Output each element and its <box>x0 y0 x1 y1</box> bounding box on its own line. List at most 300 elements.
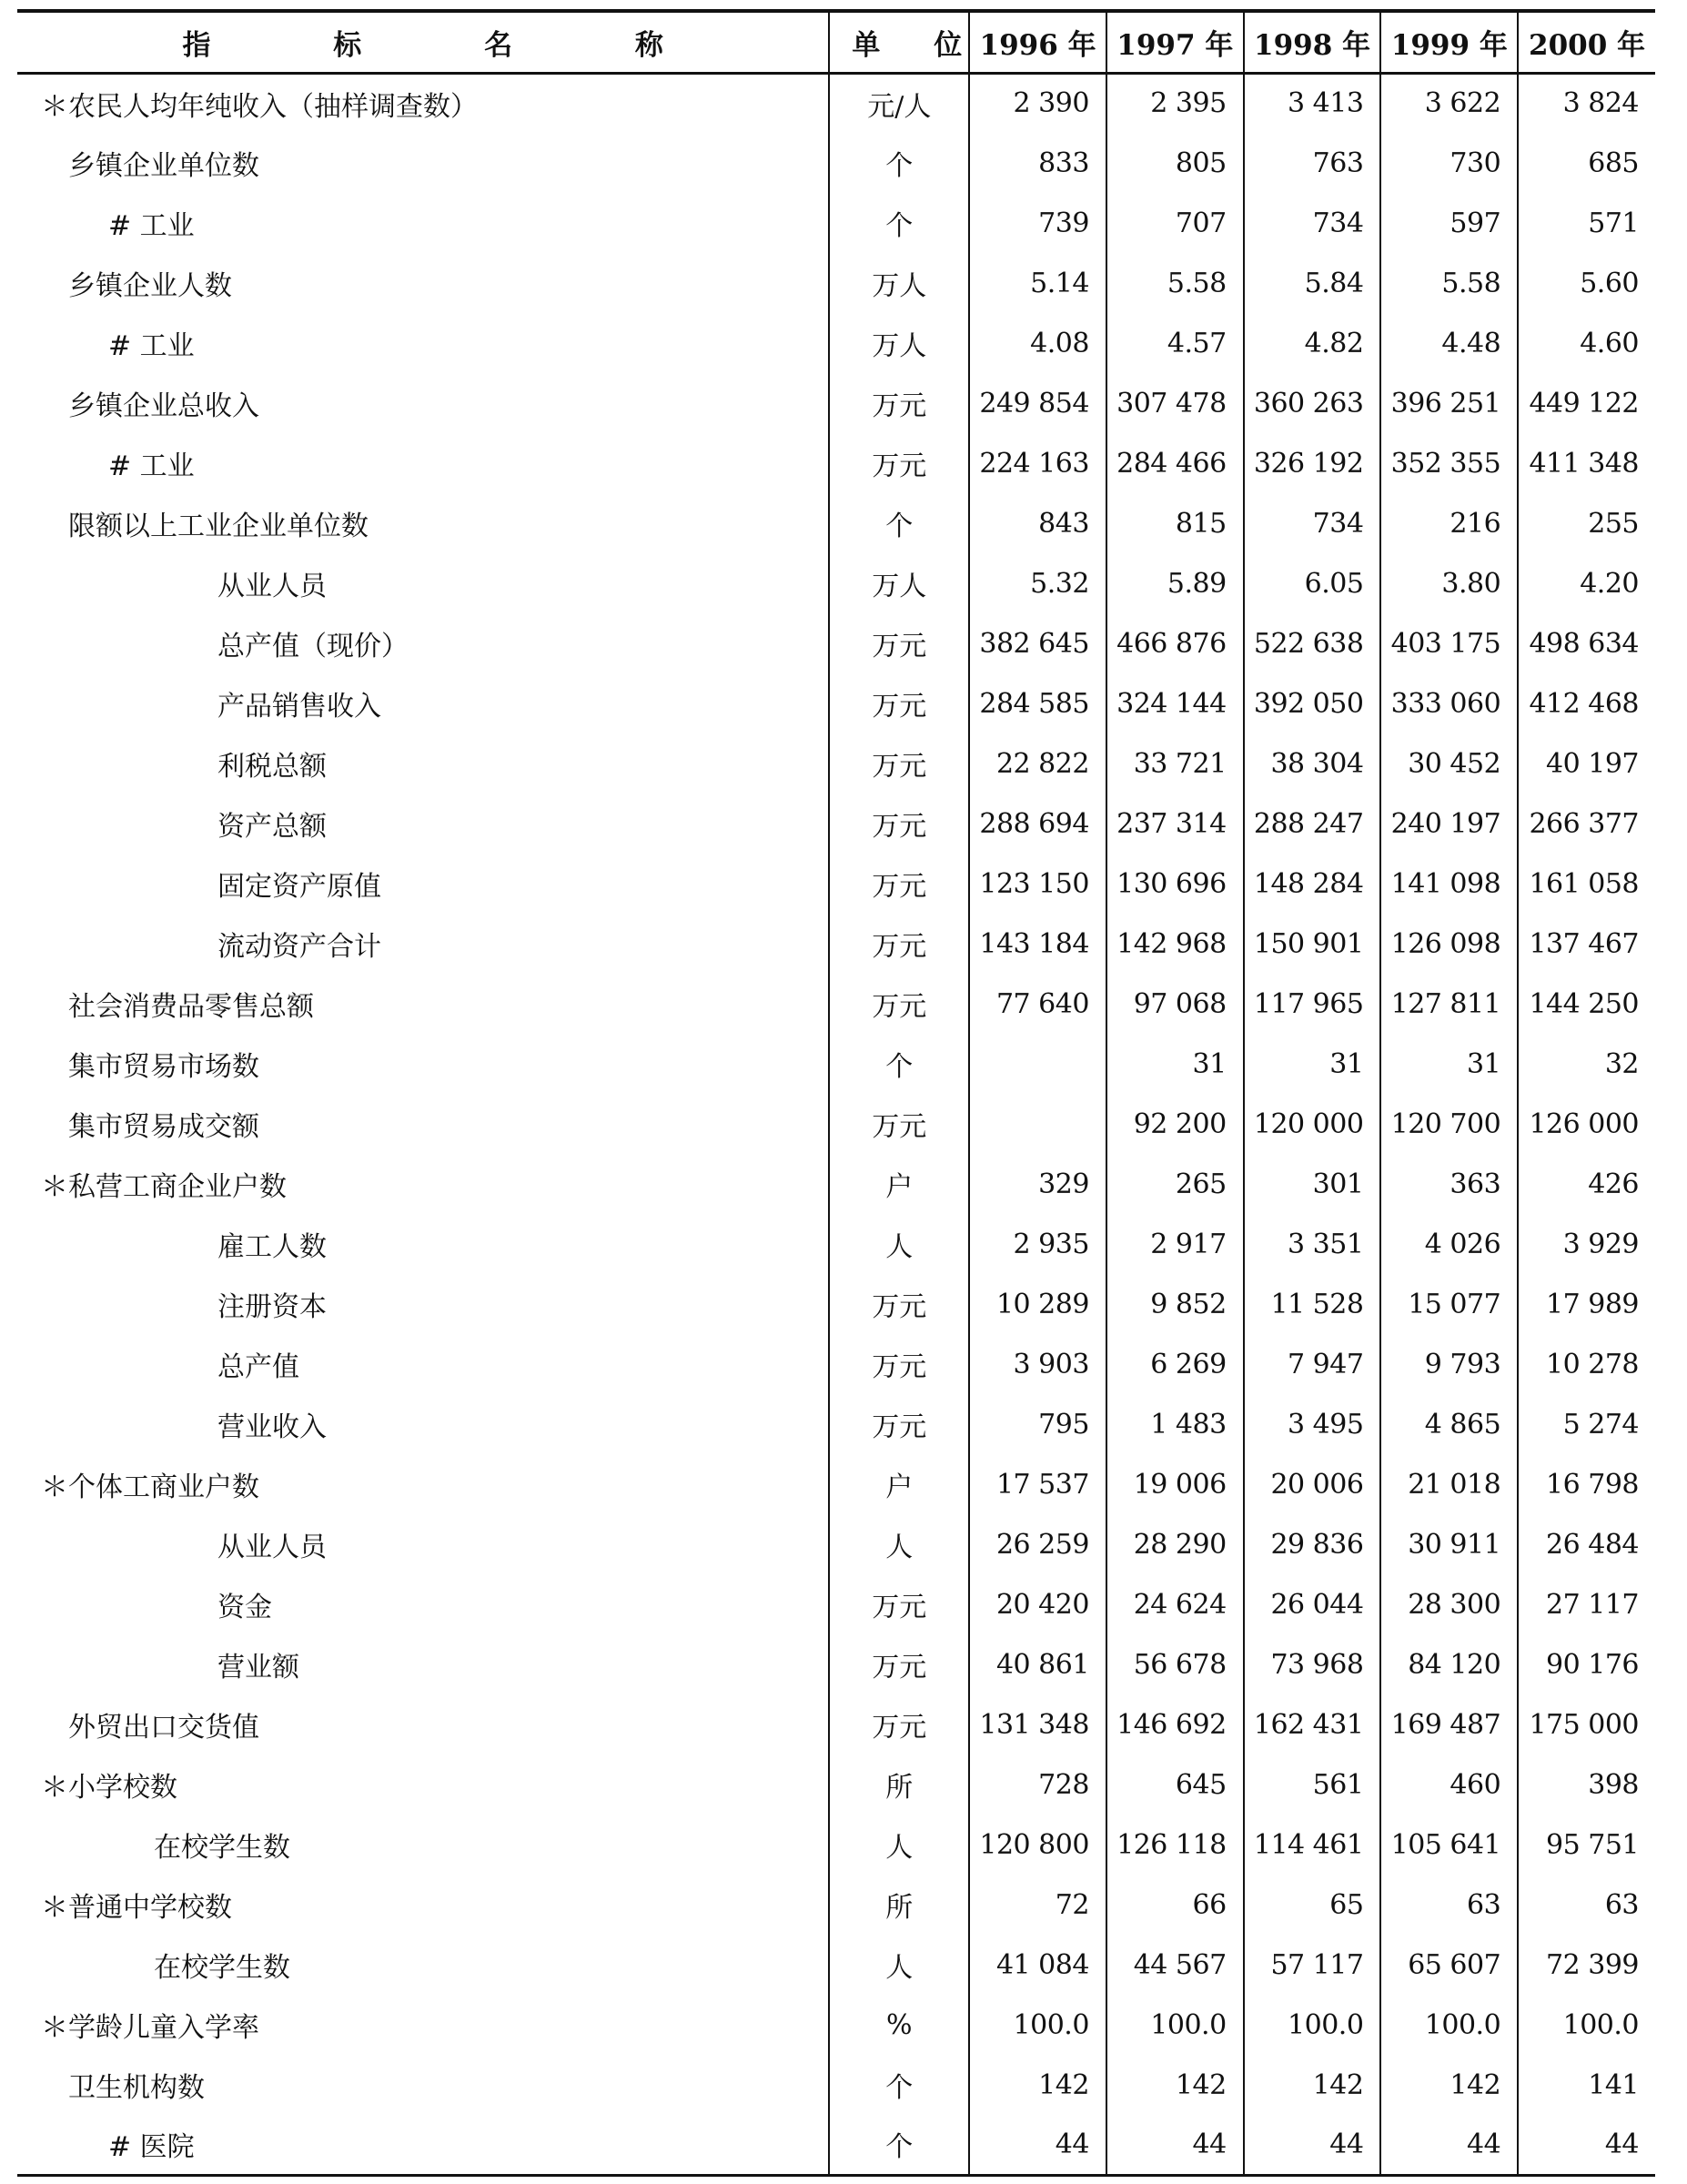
table-row <box>17 1694 1655 1754</box>
row-value-2000: 266 377 <box>1518 794 1655 854</box>
row-value-1998: 326 192 <box>1244 433 1381 493</box>
row-value-1998: 734 <box>1244 193 1381 253</box>
row-value-2000: 161 058 <box>1518 854 1655 914</box>
row-indicator-name <box>17 673 829 733</box>
row-value-1999: 28 300 <box>1380 1574 1518 1634</box>
row-indicator-name <box>17 553 829 613</box>
table-row <box>17 613 1655 673</box>
table-row <box>17 253 1655 313</box>
row-indicator-name-label: 从业人员 <box>217 1532 327 1563</box>
row-value-1998: 150 901 <box>1244 914 1381 974</box>
row-value-1998: 360 263 <box>1244 373 1381 433</box>
row-indicator-name-label: 注册资本 <box>217 1291 327 1323</box>
row-indicator-name <box>17 1274 829 1334</box>
row-value-1998: 26 044 <box>1244 1574 1381 1634</box>
row-value-1999: 4 865 <box>1380 1394 1518 1454</box>
row-indicator-name-label: 资金 <box>217 1592 272 1623</box>
row-indicator-name-label: 外贸出口交货值 <box>68 1712 259 1744</box>
row-value-1996: 284 585 <box>969 673 1106 733</box>
row-value-1997: 44 <box>1106 2115 1244 2175</box>
row-value-1998: 57 117 <box>1244 1935 1381 1995</box>
row-value-1997: 19 006 <box>1106 1454 1244 1514</box>
row-value-2000: 3 929 <box>1518 1214 1655 1274</box>
row-value-1998: 120 000 <box>1244 1094 1381 1154</box>
row-value-1998: 4.82 <box>1244 313 1381 373</box>
row-value-1996: 72 <box>969 1875 1106 1935</box>
row-value-1996: 10 289 <box>969 1274 1106 1334</box>
row-value-1998: 522 638 <box>1244 613 1381 673</box>
header-year-1998: 1998 年 <box>1244 11 1381 73</box>
row-value-1997: 146 692 <box>1106 1694 1244 1754</box>
row-indicator-name-label: 雇工人数 <box>217 1231 327 1263</box>
row-value-1998: 44 <box>1244 2115 1381 2175</box>
row-value-1998: 148 284 <box>1244 854 1381 914</box>
row-value-1999: 597 <box>1380 193 1518 253</box>
table-row <box>17 553 1655 613</box>
row-indicator-name <box>17 433 829 493</box>
row-value-2000: 32 <box>1518 1034 1655 1094</box>
row-indicator-name-label: 从业人员 <box>217 571 327 602</box>
row-value-2000: 27 117 <box>1518 1574 1655 1634</box>
row-indicator-name <box>17 1634 829 1694</box>
row-value-1997: 5.58 <box>1106 253 1244 313</box>
row-value-1997: 142 968 <box>1106 914 1244 974</box>
row-value-2000: 3 824 <box>1518 73 1655 133</box>
row-unit: 人 <box>829 1214 969 1274</box>
row-value-1999: 65 607 <box>1380 1935 1518 1995</box>
row-value-1997: 265 <box>1106 1154 1244 1214</box>
table-row <box>17 1094 1655 1154</box>
row-value-1996: 382 645 <box>969 613 1106 673</box>
row-value-2000: 175 000 <box>1518 1694 1655 1754</box>
row-value-1998: 561 <box>1244 1754 1381 1815</box>
row-unit: 个 <box>829 193 969 253</box>
row-unit: 所 <box>829 1754 969 1815</box>
row-indicator-name <box>17 794 829 854</box>
row-value-1998: 38 304 <box>1244 733 1381 794</box>
header-indicator-name <box>17 11 829 73</box>
row-indicator-name <box>17 1094 829 1154</box>
table-row <box>17 794 1655 854</box>
row-indicator-name-label: # 医院 <box>108 2131 195 2164</box>
row-value-1996: 5.32 <box>969 553 1106 613</box>
row-value-1997: 28 290 <box>1106 1514 1244 1574</box>
row-value-1997: 707 <box>1106 193 1244 253</box>
table-row <box>17 193 1655 253</box>
row-indicator-name <box>17 2115 829 2175</box>
row-value-1997: 5.89 <box>1106 553 1244 613</box>
row-value-2000: 63 <box>1518 1875 1655 1935</box>
row-unit: 元/人 <box>829 73 969 133</box>
statistics-table <box>17 9 1655 2177</box>
row-value-2000: 398 <box>1518 1754 1655 1815</box>
row-indicator-name-label: 产品销售收入 <box>217 691 381 723</box>
row-unit: 所 <box>829 1875 969 1935</box>
table-row <box>17 2115 1655 2175</box>
row-indicator-name <box>17 1394 829 1454</box>
row-value-1999: 126 098 <box>1380 914 1518 974</box>
row-value-1998: 31 <box>1244 1034 1381 1094</box>
row-unit: 万元 <box>829 794 969 854</box>
row-unit: % <box>829 1995 969 2055</box>
row-value-1996: 41 084 <box>969 1935 1106 1995</box>
table-row <box>17 1754 1655 1815</box>
row-value-1997: 56 678 <box>1106 1634 1244 1694</box>
row-value-2000: 4.20 <box>1518 553 1655 613</box>
row-indicator-name-label: 总产值 <box>217 1351 299 1383</box>
row-value-1998: 73 968 <box>1244 1634 1381 1694</box>
row-value-1997: 324 144 <box>1106 673 1244 733</box>
row-indicator-name-label: 集市贸易成交额 <box>68 1111 259 1143</box>
row-value-1996: 22 822 <box>969 733 1106 794</box>
row-indicator-name-label: 资产总额 <box>217 811 327 843</box>
row-value-2000: 498 634 <box>1518 613 1655 673</box>
row-value-1996: 123 150 <box>969 854 1106 914</box>
row-value-1997: 33 721 <box>1106 733 1244 794</box>
row-value-1999: 30 911 <box>1380 1514 1518 1574</box>
row-indicator-name-label: 乡镇企业单位数 <box>68 150 259 182</box>
row-value-1999: 31 <box>1380 1034 1518 1094</box>
row-value-1996: 249 854 <box>969 373 1106 433</box>
row-indicator-name-label: ＊个体工商业户数 <box>41 1471 259 1503</box>
row-unit: 万元 <box>829 1094 969 1154</box>
row-unit: 户 <box>829 1154 969 1214</box>
header-unit <box>829 11 985 73</box>
row-indicator-name <box>17 1454 829 1514</box>
row-indicator-name <box>17 1875 829 1935</box>
row-value-1996: 224 163 <box>969 433 1106 493</box>
row-value-2000: 5.60 <box>1518 253 1655 313</box>
row-value-1996: 17 537 <box>969 1454 1106 1514</box>
row-unit: 万元 <box>829 433 969 493</box>
row-unit: 人 <box>829 1935 969 1995</box>
table-row <box>17 313 1655 373</box>
row-value-1999: 30 452 <box>1380 733 1518 794</box>
row-value-1997: 92 200 <box>1106 1094 1244 1154</box>
row-value-2000: 141 <box>1518 2055 1655 2115</box>
row-indicator-name <box>17 733 829 794</box>
row-value-1996: 120 800 <box>969 1815 1106 1875</box>
row-unit: 万元 <box>829 673 969 733</box>
row-value-1996: 26 259 <box>969 1514 1106 1574</box>
row-value-1996: 131 348 <box>969 1694 1106 1754</box>
row-value-1996: 2 390 <box>969 73 1106 133</box>
table-row <box>17 1394 1655 1454</box>
row-indicator-name <box>17 1574 829 1634</box>
row-indicator-name-label: # 工业 <box>108 450 195 482</box>
row-value-2000: 412 468 <box>1518 673 1655 733</box>
row-value-2000: 4.60 <box>1518 313 1655 373</box>
row-indicator-name-label: ＊农民人均年纯收入（抽样调查数） <box>41 90 478 123</box>
row-value-1997: 284 466 <box>1106 433 1244 493</box>
row-value-1998: 3 413 <box>1244 73 1381 133</box>
row-unit: 人 <box>829 1514 969 1574</box>
row-value-1999: 105 641 <box>1380 1815 1518 1875</box>
row-value-1998: 65 <box>1244 1875 1381 1935</box>
table-row <box>17 1154 1655 1214</box>
row-value-2000: 44 <box>1518 2115 1655 2175</box>
table-row <box>17 433 1655 493</box>
table-row <box>17 73 1655 133</box>
row-value-1999: 120 700 <box>1380 1094 1518 1154</box>
row-unit: 个 <box>829 1034 969 1094</box>
row-value-1999: 9 793 <box>1380 1334 1518 1394</box>
row-value-1999: 352 355 <box>1380 433 1518 493</box>
row-indicator-name <box>17 73 829 133</box>
row-indicator-name-label: # 工业 <box>108 330 195 362</box>
row-indicator-name <box>17 373 829 433</box>
row-value-1996: 795 <box>969 1394 1106 1454</box>
row-indicator-name-label: 集市贸易市场数 <box>68 1051 259 1083</box>
row-value-1999: 333 060 <box>1380 673 1518 733</box>
row-value-1999: 21 018 <box>1380 1454 1518 1514</box>
row-value-2000: 411 348 <box>1518 433 1655 493</box>
row-value-1997: 9 852 <box>1106 1274 1244 1334</box>
row-value-1999: 3 622 <box>1380 73 1518 133</box>
row-value-1997: 44 567 <box>1106 1935 1244 1995</box>
row-value-1996: 20 420 <box>969 1574 1106 1634</box>
row-value-1998: 301 <box>1244 1154 1381 1214</box>
row-value-1997: 815 <box>1106 493 1244 553</box>
table-body <box>17 73 1655 2175</box>
row-value-1996: 4.08 <box>969 313 1106 373</box>
row-value-1999: 5.58 <box>1380 253 1518 313</box>
row-unit: 万人 <box>829 253 969 313</box>
row-value-2000: 255 <box>1518 493 1655 553</box>
row-value-1998: 392 050 <box>1244 673 1381 733</box>
row-value-1998: 6.05 <box>1244 553 1381 613</box>
row-value-1998: 114 461 <box>1244 1815 1381 1875</box>
row-unit: 户 <box>829 1454 969 1514</box>
row-indicator-name-label: 乡镇企业人数 <box>68 270 232 302</box>
row-indicator-name-label: # 工业 <box>108 210 195 242</box>
row-value-1996: 739 <box>969 193 1106 253</box>
row-value-2000: 137 467 <box>1518 914 1655 974</box>
row-value-1998: 142 <box>1244 2055 1381 2115</box>
row-value-1996: 143 184 <box>969 914 1106 974</box>
row-unit: 个 <box>829 2115 969 2175</box>
row-unit: 万元 <box>829 974 969 1034</box>
row-value-2000: 26 484 <box>1518 1514 1655 1574</box>
table-row <box>17 1995 1655 2055</box>
row-value-1997: 2 395 <box>1106 73 1244 133</box>
table-row <box>17 1935 1655 1995</box>
row-unit: 个 <box>829 133 969 193</box>
table-header <box>17 11 1655 73</box>
row-indicator-name-label: 营业收入 <box>217 1411 327 1443</box>
row-value-1996: 77 640 <box>969 974 1106 1034</box>
row-value-1998: 5.84 <box>1244 253 1381 313</box>
header-row <box>17 11 1655 73</box>
row-value-1999: 396 251 <box>1380 373 1518 433</box>
row-value-1996 <box>969 1094 1106 1154</box>
row-value-1997: 307 478 <box>1106 373 1244 433</box>
row-indicator-name <box>17 1694 829 1754</box>
row-value-1999: 84 120 <box>1380 1634 1518 1694</box>
row-value-1998: 3 495 <box>1244 1394 1381 1454</box>
row-value-1999: 216 <box>1380 493 1518 553</box>
row-unit: 万元 <box>829 1634 969 1694</box>
row-indicator-name-label: ＊私营工商企业户数 <box>41 1171 287 1203</box>
row-indicator-name <box>17 974 829 1034</box>
row-value-1997: 126 118 <box>1106 1815 1244 1875</box>
row-value-1999: 15 077 <box>1380 1274 1518 1334</box>
row-value-2000: 449 122 <box>1518 373 1655 433</box>
row-unit: 万元 <box>829 914 969 974</box>
row-value-1999: 460 <box>1380 1754 1518 1815</box>
row-value-1997: 24 624 <box>1106 1574 1244 1634</box>
row-value-2000: 100.0 <box>1518 1995 1655 2055</box>
row-value-2000: 126 000 <box>1518 1094 1655 1154</box>
row-value-2000: 685 <box>1518 133 1655 193</box>
table-row <box>17 493 1655 553</box>
row-value-1996: 44 <box>969 2115 1106 2175</box>
table-row <box>17 1514 1655 1574</box>
row-value-2000: 16 798 <box>1518 1454 1655 1514</box>
row-value-1998: 11 528 <box>1244 1274 1381 1334</box>
row-indicator-name <box>17 1514 829 1574</box>
row-value-1998: 3 351 <box>1244 1214 1381 1274</box>
table-row <box>17 914 1655 974</box>
row-value-1997: 2 917 <box>1106 1214 1244 1274</box>
table-row <box>17 1815 1655 1875</box>
row-value-1997: 1 483 <box>1106 1394 1244 1454</box>
row-value-1999: 3.80 <box>1380 553 1518 613</box>
row-value-1999: 100.0 <box>1380 1995 1518 2055</box>
row-value-2000: 72 399 <box>1518 1935 1655 1995</box>
row-value-1999: 403 175 <box>1380 613 1518 673</box>
row-value-1996: 142 <box>969 2055 1106 2115</box>
table-row <box>17 1214 1655 1274</box>
row-indicator-name-label: 利税总额 <box>217 751 327 783</box>
row-value-2000: 40 197 <box>1518 733 1655 794</box>
row-value-2000: 426 <box>1518 1154 1655 1214</box>
row-value-1999: 44 <box>1380 2115 1518 2175</box>
row-value-1997: 66 <box>1106 1875 1244 1935</box>
row-value-1996: 843 <box>969 493 1106 553</box>
row-indicator-name <box>17 253 829 313</box>
row-indicator-name-label: 固定资产原值 <box>217 871 381 903</box>
row-unit: 万元 <box>829 1334 969 1394</box>
row-indicator-name-label: 总产值（现价） <box>217 631 409 662</box>
row-indicator-name <box>17 193 829 253</box>
row-value-1996: 2 935 <box>969 1214 1106 1274</box>
row-indicator-name-label: 卫生机构数 <box>68 2072 205 2104</box>
row-value-1996: 40 861 <box>969 1634 1106 1694</box>
row-indicator-name-label: 在校学生数 <box>154 1832 290 1864</box>
row-value-1996: 833 <box>969 133 1106 193</box>
table-row <box>17 673 1655 733</box>
header-unit-label: 单 位 <box>852 28 985 62</box>
row-value-1999: 141 098 <box>1380 854 1518 914</box>
row-indicator-name <box>17 1815 829 1875</box>
row-value-1996: 3 903 <box>969 1334 1106 1394</box>
table-row <box>17 974 1655 1034</box>
row-value-1997: 645 <box>1106 1754 1244 1815</box>
row-value-1997: 6 269 <box>1106 1334 1244 1394</box>
row-value-1997: 805 <box>1106 133 1244 193</box>
row-value-1996 <box>969 1034 1106 1094</box>
row-indicator-name-label: ＊小学校数 <box>41 1772 177 1804</box>
row-indicator-name <box>17 1034 829 1094</box>
row-indicator-name <box>17 1214 829 1274</box>
row-value-1997: 142 <box>1106 2055 1244 2115</box>
row-indicator-name-label: 社会消费品零售总额 <box>68 991 314 1023</box>
row-unit: 人 <box>829 1815 969 1875</box>
table-row <box>17 1574 1655 1634</box>
row-value-2000: 90 176 <box>1518 1634 1655 1694</box>
row-value-1997: 100.0 <box>1106 1995 1244 2055</box>
row-indicator-name <box>17 493 829 553</box>
row-unit: 万元 <box>829 1394 969 1454</box>
row-value-2000: 571 <box>1518 193 1655 253</box>
row-unit: 万元 <box>829 613 969 673</box>
statistics-table-sheet <box>17 9 1655 2177</box>
row-value-1998: 100.0 <box>1244 1995 1381 2055</box>
table-row <box>17 133 1655 193</box>
row-value-1998: 29 836 <box>1244 1514 1381 1574</box>
row-unit: 万人 <box>829 553 969 613</box>
table-row <box>17 733 1655 794</box>
table-row <box>17 1454 1655 1514</box>
row-unit: 万人 <box>829 313 969 373</box>
row-value-1999: 127 811 <box>1380 974 1518 1034</box>
header-year-2000: 2000 年 <box>1518 11 1655 73</box>
row-value-1998: 288 247 <box>1244 794 1381 854</box>
row-indicator-name <box>17 133 829 193</box>
row-indicator-name-label: ＊学龄儿童入学率 <box>41 2012 259 2044</box>
row-value-2000: 17 989 <box>1518 1274 1655 1334</box>
table-row <box>17 1875 1655 1935</box>
row-value-1998: 7 947 <box>1244 1334 1381 1394</box>
header-year-1999: 1999 年 <box>1380 11 1518 73</box>
row-value-1997: 4.57 <box>1106 313 1244 373</box>
table-row <box>17 1274 1655 1334</box>
row-unit: 万元 <box>829 854 969 914</box>
row-value-1997: 97 068 <box>1106 974 1244 1034</box>
row-value-1998: 763 <box>1244 133 1381 193</box>
row-value-2000: 144 250 <box>1518 974 1655 1034</box>
row-unit: 万元 <box>829 373 969 433</box>
row-indicator-name-label: 营业额 <box>217 1652 299 1684</box>
row-value-1996: 288 694 <box>969 794 1106 854</box>
row-value-1997: 466 876 <box>1106 613 1244 673</box>
row-value-1998: 20 006 <box>1244 1454 1381 1514</box>
row-indicator-name <box>17 1935 829 1995</box>
row-value-1996: 100.0 <box>969 1995 1106 2055</box>
row-value-1997: 237 314 <box>1106 794 1244 854</box>
table-row <box>17 1634 1655 1694</box>
row-indicator-name <box>17 914 829 974</box>
row-indicator-name <box>17 1154 829 1214</box>
row-value-1996: 329 <box>969 1154 1106 1214</box>
table-row <box>17 2055 1655 2115</box>
row-indicator-name <box>17 313 829 373</box>
row-unit: 万元 <box>829 1574 969 1634</box>
row-value-1997: 130 696 <box>1106 854 1244 914</box>
table-row <box>17 373 1655 433</box>
table-row <box>17 854 1655 914</box>
row-value-1999: 240 197 <box>1380 794 1518 854</box>
row-indicator-name <box>17 2055 829 2115</box>
row-indicator-name <box>17 1334 829 1394</box>
row-indicator-name-label: 在校学生数 <box>154 1952 290 1984</box>
row-indicator-name <box>17 854 829 914</box>
row-value-1996: 5.14 <box>969 253 1106 313</box>
row-value-1998: 734 <box>1244 493 1381 553</box>
row-unit: 个 <box>829 2055 969 2115</box>
row-indicator-name <box>17 1995 829 2055</box>
